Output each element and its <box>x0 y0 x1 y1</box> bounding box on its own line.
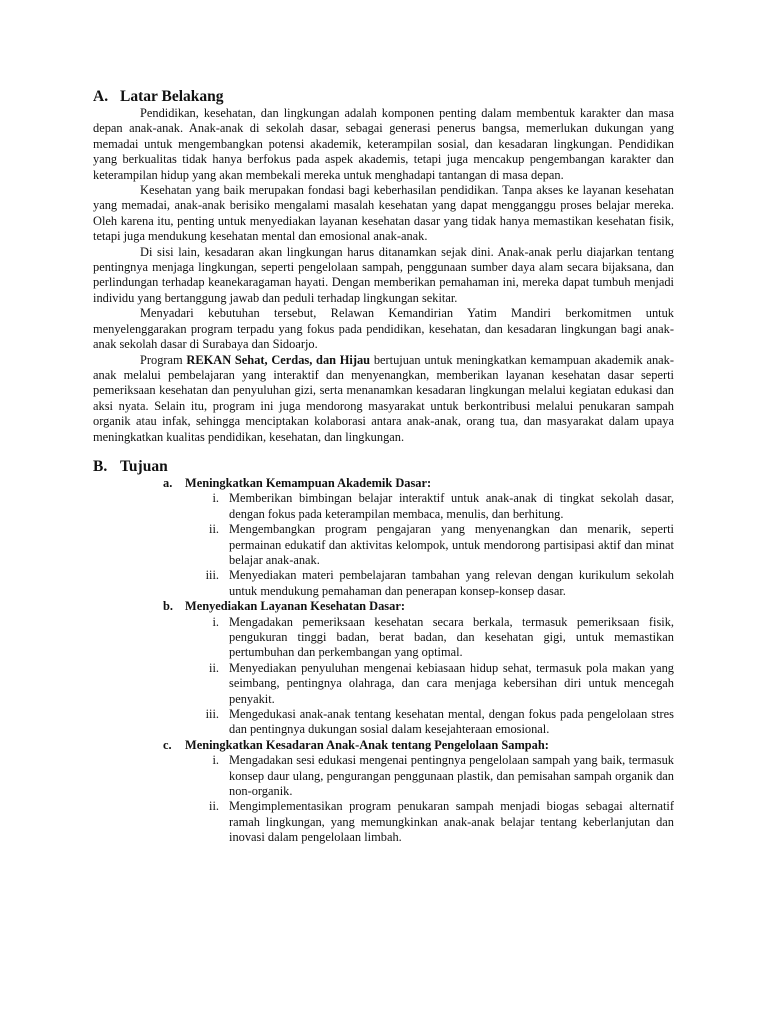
goal-item <box>163 738 674 846</box>
sub-text: Menyediakan penyuluhan mengenai kebiasaan hidup sehat, termasuk pola makan yang seimbang, pentingnya olahraga, dan cara menjaga kebersihan diri untuk mencegah penyakit. <box>229 660 674 706</box>
sub-label: ii. <box>209 522 219 537</box>
paragraph: Kesehatan yang baik merupakan fondasi bagi keberhasilan pendidikan. Tanpa akses ke layanan kesehatan yang memadai, anak-anak berisiko mengalami masalah kesehatan yang dapat mengganggu proses belajar mereka. Oleh karena itu, penting untuk menyediakan layanan kesehatan dasar yang tidak hanya memastikan kesehatan fisik, tetapi juga mendukung kesehatan mental dan emosional anak-anak. <box>93 183 674 244</box>
section-letter: B. <box>93 457 108 475</box>
sub-label: i. <box>212 753 219 768</box>
paragraph: Di sisi lain, kesadaran akan lingkungan harus ditanamkan sejak dini. Anak-anak perlu diajarkan tentang pentingnya menjaga lingkungan, seperti pengelolaan sampah, penggunaan sumber daya alam secara bijaksana, dan perlindungan terhadap keanekaragaman hayati. Dengan memberikan pemahaman ini, mereka dapat tumbuh menjadi individu yang bertanggung jawab dan peduli terhadap lingkungan sekitar. <box>93 244 674 305</box>
sub-text: Mengedukasi anak-anak tentang kesehatan mental, dengan fokus pada pengelolaan stres dan pentingnya dukungan sosial dalam kesejahteraan emosional. <box>229 707 674 737</box>
goal-item <box>163 476 674 599</box>
sub-label: ii. <box>209 799 219 814</box>
section-tujuan <box>93 458 674 846</box>
goal-label: a. <box>163 475 173 490</box>
program-name: REKAN Sehat, Cerdas, dan Hijau <box>186 352 371 367</box>
sub-label: iii. <box>205 707 219 722</box>
sub-item <box>163 661 674 707</box>
sub-text: Memberikan bimbingan belajar interaktif untuk anak-anak di tingkat sekolah dasar, dengan fokus pada keterampilan membaca, menulis, dan berhitung. <box>229 491 674 521</box>
paragraph: Pendidikan, kesehatan, dan lingkungan adalah komponen penting dalam membentuk karakter dan masa depan anak-anak. Anak-anak di sekolah dasar, sebagai generasi penerus bangsa, memerlukan dukungan yang memadai untuk mengembangkan potensi akademik, keterampilan sosial, dan kesadaran lingkungan. Pendidikan yang berkualitas tidak hanya berfokus pada aspek akademis, tetapi juga mencakup pengembangan karakter dan keterampilan hidup yang akan membekali mereka untuk menghadapi tantangan di masa depan. <box>93 106 674 182</box>
sub-label: iii. <box>205 568 219 583</box>
section-letter: A. <box>93 88 109 105</box>
document-body <box>93 88 674 846</box>
section-title: Latar Belakang <box>120 88 224 105</box>
goal-label: c. <box>163 737 172 752</box>
section-title: Tujuan <box>120 457 168 475</box>
sub-label: ii. <box>209 660 219 675</box>
goal-title <box>163 476 674 491</box>
section-heading <box>93 458 674 476</box>
paragraph-text: bertujuan untuk meningkatkan kemampuan akademik anak-anak melalui pembelajaran yang interaktif dan menyenangkan, memberikan layanan kesehatan dasar seperti pemeriksaan kesehatan dan penyuluhan gizi, serta menanamkan kesadaran lingkungan melalui kegiatan edukasi dan aksi nyata. Selain itu, program ini juga mendorong masyarakat untuk berkontribusi melalui penukaran sampah organik atau infak, sehingga menciptakan kolaborasi antara anak-anak, orang tua, dan masyarakat dalam upaya meningkatkan kualitas pendidikan, kesehatan, dan lingkungan. <box>93 352 674 444</box>
sub-text: Mengembangkan program pengajaran yang menyenangkan dan menarik, seperti permainan edukatif dan aktivitas kelompok, untuk mendorong partisipasi aktif dan minat belajar anak-anak. <box>229 522 674 567</box>
goal-title-text: Menyediakan Layanan Kesehatan Dasar: <box>185 599 405 614</box>
goal-title-text: Meningkatkan Kemampuan Akademik Dasar: <box>185 475 432 490</box>
sub-item <box>163 522 674 568</box>
sub-label: i. <box>212 614 219 629</box>
goal-item <box>163 599 674 738</box>
paragraph-program <box>93 353 674 445</box>
sub-item <box>163 615 674 661</box>
sub-text: Mengimplementasikan program penukaran sampah menjadi biogas sebagai alternatif ramah lingkungan, yang memungkinkan anak-anak belajar tentang keberlanjutan dan inovasi dalam pengelolaan limbah. <box>229 799 674 845</box>
sub-item <box>163 753 674 799</box>
sub-text: Mengadakan sesi edukasi mengenai pentingnya pengelolaan sampah yang baik, termasuk konsep daur ulang, pengurangan penggunaan plastik, dan pemisahan sampah organik dan non-organik. <box>229 753 674 799</box>
section-latar-belakang <box>93 88 674 445</box>
goal-title <box>163 738 674 753</box>
goal-title-text: Meningkatkan Kesadaran Anak-Anak tentang Pengelolaan Sampah: <box>185 737 549 752</box>
sub-text: Mengadakan pemeriksaan kesehatan secara berkala, termasuk pemeriksaan fisik, pengukuran tinggi badan, berat badan, dan kesehatan gigi, untuk memastikan pertumbuhan dan perkembangan yang optimal. <box>229 614 674 660</box>
sub-item <box>163 491 674 522</box>
goal-title <box>163 599 674 614</box>
sub-item <box>163 568 674 599</box>
sub-label: i. <box>212 491 219 506</box>
paragraph: Menyadari kebutuhan tersebut, Relawan Kemandirian Yatim Mandiri berkomitmen untuk menyelenggarakan program terpadu yang fokus pada pendidikan, kesehatan, dan kesadaran lingkungan bagi anak-anak sekolah dasar di Surabaya dan Sidoarjo. <box>93 306 674 352</box>
sub-item <box>163 799 674 845</box>
section-heading <box>93 88 674 106</box>
sub-text: Menyediakan materi pembelajaran tambahan yang relevan dengan kurikulum sekolah untuk mendukung pemahaman dan penerapan konsep-konsep dasar. <box>229 568 674 598</box>
sub-item <box>163 707 674 738</box>
goal-label: b. <box>163 599 173 614</box>
paragraph-text: Program <box>140 352 187 367</box>
